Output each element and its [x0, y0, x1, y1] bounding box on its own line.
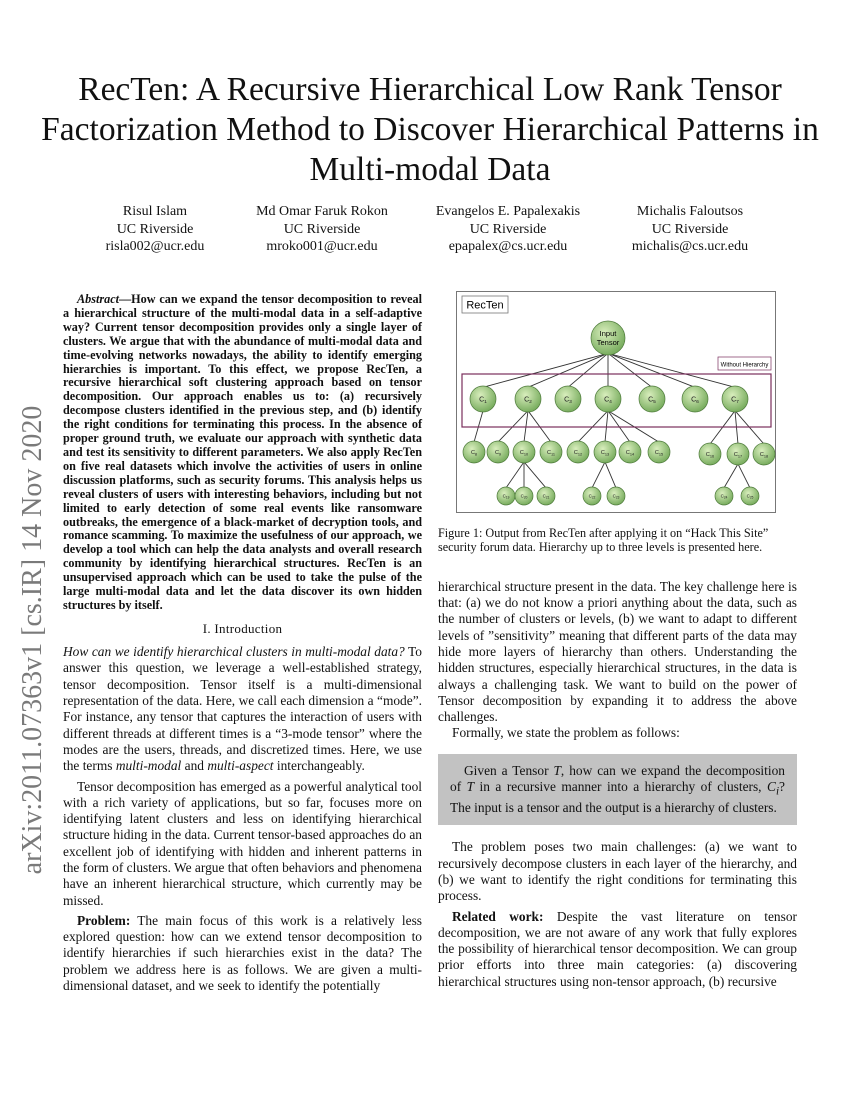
figure-tab-label: RecTen [466, 299, 504, 312]
box-tensor-symbol: T [553, 762, 561, 778]
abstract-body: —How can we expand the tensor decomposition to reveal a hierarchical structure of the multi-modal data in a self-adaptive way? Current tensor decomposition provides only a single layer of clusters. We argue that with the abundance of multi-modal data and time-evolving networks nowadays, the ability to identify emerging hierarchies is important. To this effect, we propose RecTen, a recursive hierarchical soft clustering approach based on tensor decomposition. Our approach enables us to: (a) recursively decompose clusters identified in the previous step, and (b) identify the right conditions for terminating this process. In the absence of proper ground truth, we evaluate our approach with synthetic data and test its sensitivity to different parameters. We also apply RecTen on five real datasets which involve the activities of users in online discussion platforms, such as security forums. This analysis helps us reveal clusters of users with interesting behaviors, including but not limited to early detection of some real events like ransomware outbreaks, the emergence of a black-market of decryption tools, and romance scamming. To maximize the usefulness of our approach, we develop a tool which can help the data analysts and overall research community by identifying hierarchical structures. RecTen is an unsupervised approach which can be used to take the pulse of the large multi-modal data and let the data discover its own hidden structures by itself. [63, 292, 422, 612]
intro-paragraph-2: Tensor decomposition has emerged as a powerful analytical tool with a rich variety of applications, but so far, focuses more on identifying latent clusters and less on identifying hierarchical structure hiding in the data. Current tensor-based approaches do an excellent job of identifying with hidden and inherent patterns in the form of clusters. We argue that often behaviors and phenomena have an inherent hierarchical structure, which currently may be missed. [63, 778, 422, 908]
intro-text-end: interchangeably. [273, 758, 365, 774]
intro-paragraph-1 [63, 644, 422, 774]
box-text: ? The input is a tensor and the output is a hierarchy of clusters. [450, 779, 785, 816]
node-label: $C_{20}$ [520, 493, 528, 500]
paper-title: RecTen: A Recursive Hierarchical Low Rank Tensor Factorization Method to Discover Hierarchical Patterns in Multi-modal Data [41, 71, 819, 188]
arxiv-stamp [14, 300, 52, 980]
related-work-label: Related work: [452, 908, 544, 924]
node-label: $C_5$ [648, 396, 656, 406]
intro-term-multiaspect: multi-aspect [207, 758, 274, 774]
node-label: $C_{24}$ [720, 493, 728, 500]
author-affiliation: UC Riverside [469, 221, 547, 237]
author-affiliation: UC Riverside [116, 221, 194, 237]
author-name: Md Omar Faruk Rokon [256, 204, 388, 219]
node-label: $C_{23}$ [612, 493, 620, 500]
node-label: $C_8$ [470, 449, 478, 457]
author-email: michalis@cs.ucr.edu [631, 239, 749, 254]
intro-question: How can we identify hierarchical clusters in multi-modal data? [63, 644, 405, 660]
problem-label: Problem: [77, 912, 131, 928]
author-email: epapalex@cs.ucr.edu [448, 239, 568, 254]
node-label: $C_1$ [479, 396, 487, 406]
root-label: Input [599, 329, 617, 338]
related-work-text: Despite the vast literature on tensor decomposition, we are not aware of any work that fully explores the possibility of hierarchical tensor decomposition. We can group prior efforts into three main categories: (a) discovering hierarchical structures using non-tensor approach, (b) recursive [438, 908, 797, 989]
intro-text-and: and [181, 758, 208, 774]
author-email: mroko001@ucr.edu [266, 239, 378, 254]
arxiv-stamp-text: arXiv:2011.07363v1 [cs.IR] 14 Nov 2020 [17, 405, 48, 875]
right-paragraph-1: hierarchical structure present in the data. The key challenge here is that: (a) we do not know a priori anything about the data, such as the number of clusters or levels, (b) we want to adapt to different levels of ”sensitivity” meaning that different parts of the data may hide more layers of hierarchy than others. Understanding the hidden structures, especially hierarchical structures, in the data is always a challenging task. We want to build on the power of Tensor decomposition by expanding it to address the above challenges. [438, 578, 797, 725]
without-hierarchy-label: Without Hierarchy [720, 362, 769, 369]
node-label: $C_{15}$ [654, 449, 664, 457]
root-label: Tensor [596, 338, 620, 347]
node-label: $C_{19}$ [502, 493, 510, 500]
author-affiliation: UC Riverside [283, 221, 361, 237]
node-label: $C_{13}$ [600, 449, 610, 457]
right-column [438, 526, 797, 990]
box-tensor-symbol: T [466, 779, 475, 795]
intro-text: To answer this question, we leverage a well-established strategy, tensor decomposition. Tensor itself is a multi-dimensional representation of the data. Here, we call each dimension a “mode”. For instance, any tensor that captures the interaction of users with different threads at different times is a “3-mode tensor” where the modes are the users, threads, and discretized times. Here, we use the terms [63, 644, 422, 774]
right-paragraph-3: The problem poses two main challenges: (a) we want to recursively decompose clusters in each layer of the hierarchy, and (b) we want to identify the right conditions for terminating this process. [438, 839, 797, 904]
problem-paragraph [63, 913, 422, 994]
node-label: $C_{14}$ [625, 449, 635, 457]
author-email: risla002@ucr.edu [105, 239, 205, 254]
box-cluster-index: i [775, 785, 780, 798]
author-name: Michalis Faloutsos [636, 204, 744, 219]
node-label: $C_6$ [691, 396, 699, 406]
node-label: $C_3$ [564, 396, 572, 406]
problem-statement-box [438, 754, 797, 826]
node-label: $C_4$ [604, 396, 612, 406]
related-work-paragraph [438, 909, 797, 990]
right-paragraph-2: Formally, we state the problem as follows: [452, 725, 680, 741]
box-cluster-symbol: C [767, 779, 776, 795]
node-label: $C_{11}$ [547, 449, 555, 457]
box-text: , how can we expand the decomposition of [450, 762, 785, 795]
intro-term-multimodal: multi-modal [115, 758, 182, 774]
node-label: $C_{25}$ [746, 493, 754, 500]
figure-caption: Figure 1: Output from RecTen after applying it on “Hack This Site” security forum data. Hierarchy up to three levels is presented here. [438, 526, 769, 555]
node-label: $C_9$ [494, 449, 502, 457]
author-affiliation: UC Riverside [651, 221, 729, 237]
node-label: $C_7$ [731, 396, 739, 406]
node-label: $C_{16}$ [705, 451, 715, 459]
node-label: $C_{12}$ [573, 449, 583, 457]
author-name: Evangelos E. Papalexakis [435, 204, 581, 219]
node-label: $C_{10}$ [519, 449, 529, 457]
problem-statement [450, 763, 785, 817]
author-name: Risul Islam [122, 204, 188, 219]
abstract [63, 293, 422, 613]
left-column [63, 293, 422, 994]
node-label: $C_{21}$ [542, 493, 550, 500]
author-4 [580, 203, 800, 256]
node-label: $C_{17}$ [733, 451, 743, 459]
node-label: $C_2$ [524, 396, 532, 406]
abstract-label: Abstract [77, 292, 119, 306]
box-text: in a recursive manner into a hierarchy of clusters, [474, 779, 767, 795]
section-heading: I. Introduction [202, 620, 283, 636]
node-label: $C_{22}$ [588, 493, 596, 500]
figure-1-hierarchy [456, 291, 776, 513]
box-text: Given a Tensor [464, 762, 554, 778]
problem-text: The main focus of this work is a relatively less explored question: how can we extend tensor decomposition to identify hierarchies if such hierarchies exist in the data? The problem we address here is as follows. We are given a multi-dimensional dataset, and we seek to identify the potentially [63, 912, 422, 994]
node-label: $C_{18}$ [759, 451, 769, 459]
